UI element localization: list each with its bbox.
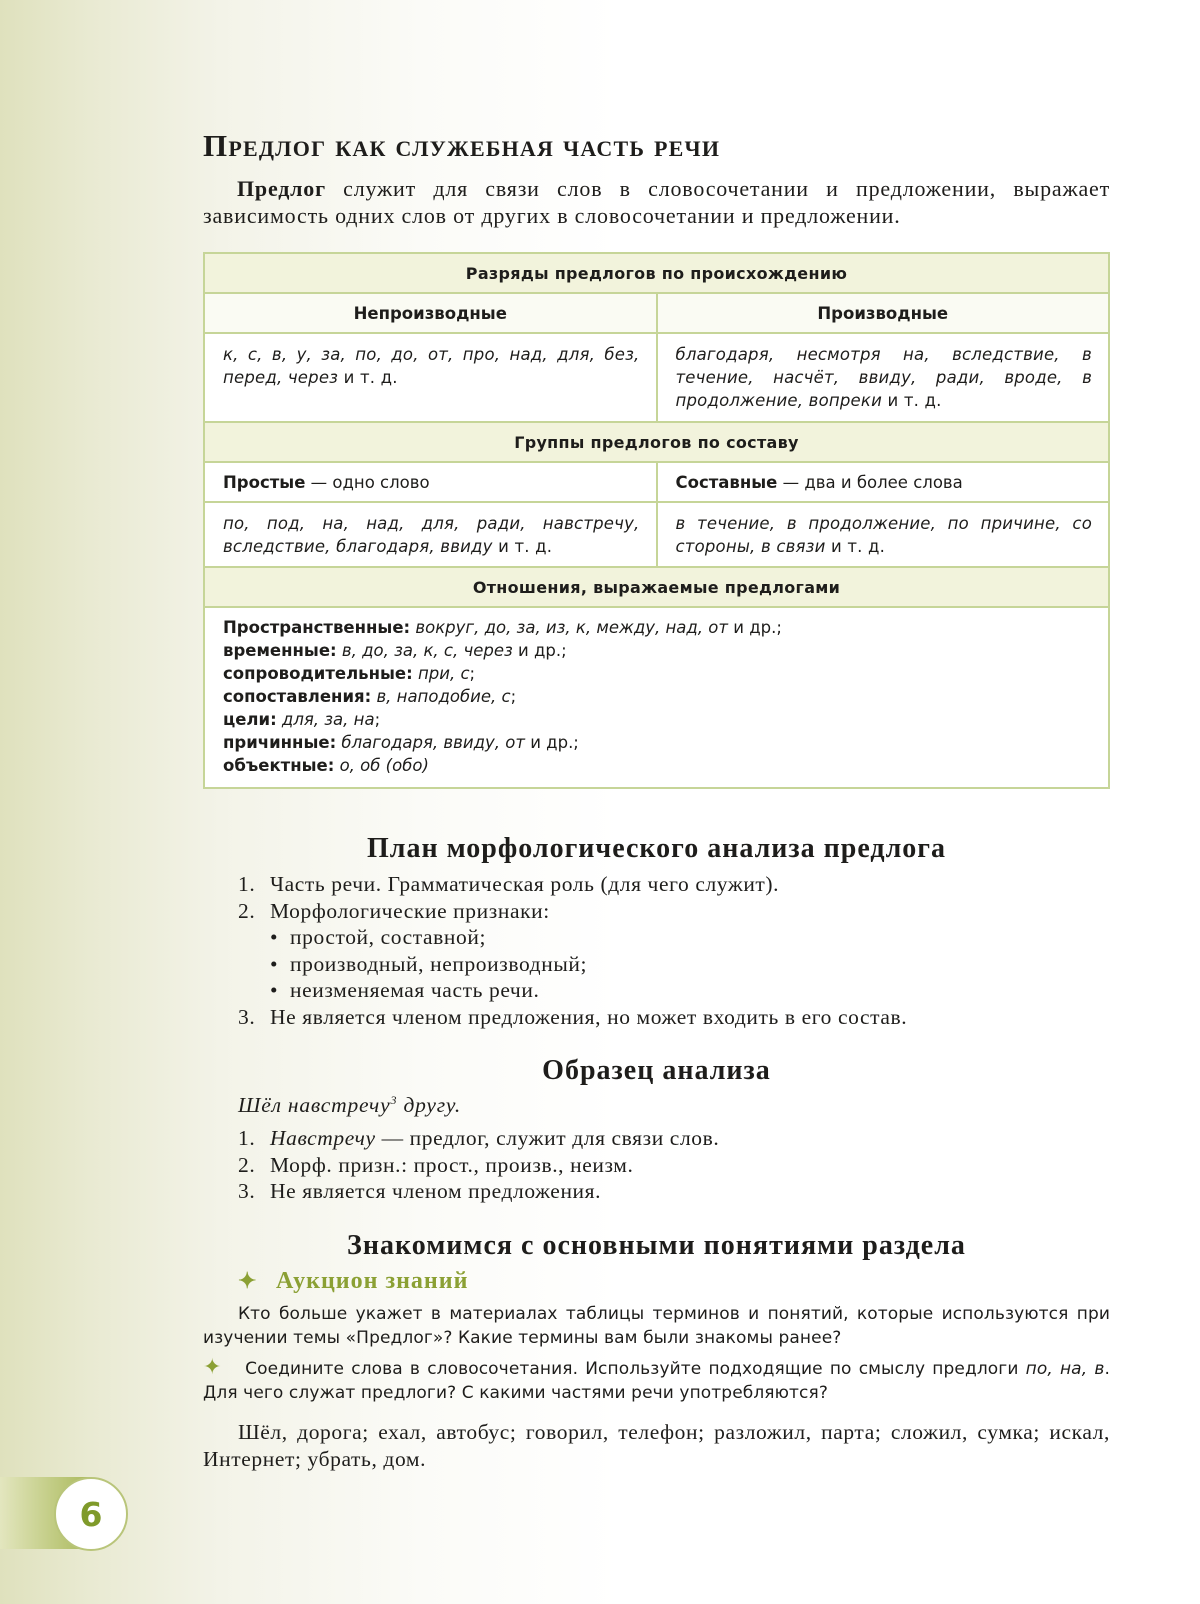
relation-examples: о, об (обо) (334, 756, 429, 775)
compound-definition (657, 462, 1110, 502)
relations-header: Отношения, выражаемые предлогами (204, 567, 1109, 607)
page-title: Предлог как служебная часть речи (203, 128, 721, 163)
plan-item (238, 871, 1118, 898)
sample-item (238, 1152, 1118, 1179)
sample-sentence (238, 1093, 461, 1118)
relation-suffix: ; (374, 710, 381, 729)
compound-suffix: и т. д. (825, 537, 886, 556)
non-derived-cell (204, 333, 657, 422)
task1-text (203, 1302, 1110, 1350)
relation-row (223, 754, 1090, 777)
derived-header: Производные (657, 293, 1110, 333)
bullet-text: производный, непроизводный; (290, 951, 588, 976)
task2-body-b: . Для чего служат предлоги? С какими частями речи употребляются? (203, 1359, 1110, 1403)
sentence-end: другу. (397, 1093, 462, 1118)
plan-heading: План морфологического анализа предлога (366, 833, 947, 864)
item-text: Не является членом предложения, но может входить в его состав. (270, 1004, 908, 1029)
task1-body: Кто больше укажет в материалах таблицы терминов и понятий, которые используются при изучении темы «Предлог»? Какие термины вам были знакомы ранее? (203, 1304, 1110, 1348)
concepts-heading: Знакомимся с основными понятиями раздела (347, 1230, 966, 1261)
relation-examples: в, до, за, к, с, через (336, 641, 513, 660)
non-derived-header: Непроизводные (204, 293, 657, 333)
item-number: 1. (238, 872, 256, 896)
derived-cell (657, 333, 1110, 422)
task1-title-row (238, 1268, 468, 1295)
task2-prepositions: по, на, в (1025, 1359, 1105, 1379)
relation-suffix: и др.; (728, 618, 782, 637)
relation-suffix: ; (469, 664, 476, 683)
compound-def-text: — два и более слова (777, 472, 963, 492)
diamond-icon: ✦ (238, 1268, 258, 1293)
sample-list (238, 1125, 1118, 1205)
diamond-icon: ✦ (203, 1355, 222, 1380)
relation-row (223, 662, 1090, 685)
non-derived-suffix: и т. д. (338, 368, 398, 387)
item-text: — предлог, служит для связи слов. (375, 1126, 720, 1150)
relation-examples: при, с (412, 664, 470, 683)
sample-item (238, 1178, 1118, 1205)
item-text: Не является членом предложения. (270, 1179, 602, 1203)
simple-suffix: и т. д. (492, 537, 553, 556)
relation-label: причинные: (223, 733, 337, 752)
bullet-text: простой, составной; (290, 925, 487, 949)
sentence-text: Шёл навстречу (238, 1093, 391, 1118)
relation-examples: благодаря, ввиду, от (336, 733, 525, 752)
item-number: 3. (238, 1004, 256, 1029)
item-text: Морфологические признаки: (270, 898, 550, 923)
plan-bullet (238, 951, 1118, 978)
relation-examples: вокруг, до, за, из, к, между, над, от (410, 618, 729, 637)
task2-body-a: Соедините слова в словосочетания. Используйте подходящие по смыслу предлоги (238, 1359, 1026, 1379)
origin-header: Разряды предлогов по происхождению (204, 253, 1109, 293)
plan-item (238, 898, 1118, 925)
relation-label: сопроводительные: (223, 664, 413, 683)
relation-label: цели: (223, 710, 277, 729)
non-derived-examples: к, с, в, у, за, по, до, от, про, над, для, без, перед, через (223, 345, 640, 387)
task2-text (203, 1356, 1110, 1405)
task1-title: Аукцион знаний (276, 1268, 469, 1294)
sample-heading: Образец анализа (542, 1055, 771, 1086)
relation-suffix: ; (510, 687, 517, 706)
item-text: Часть речи. Грамматическая роль (для чего служит). (270, 872, 780, 896)
sample-item (238, 1125, 1118, 1152)
item-number: 2. (238, 898, 256, 923)
relation-suffix: и др.; (524, 733, 579, 752)
simple-definition (204, 462, 657, 502)
relation-suffix: и др.; (512, 641, 567, 660)
item-number: 2. (238, 1152, 256, 1177)
relation-row (223, 639, 1090, 662)
composition-header: Группы предлогов по составу (204, 422, 1109, 462)
word-pairs-text: Шёл, дорога; ехал, автобус; говорил, телефон; разложил, парта; сложил, сумка; искал, Интернет; убрать, дом. (203, 1420, 1110, 1471)
simple-examples: по, под, на, над, для, ради, навстречу, вследствие, благодаря, ввиду (223, 514, 640, 556)
item-italic: Навстречу (270, 1126, 376, 1150)
relation-label: временные: (223, 641, 337, 660)
relations-cell (204, 607, 1109, 788)
page-number: 6 (54, 1477, 128, 1551)
relation-label: Пространственные: (223, 618, 411, 637)
plan-item (238, 1004, 1118, 1031)
compound-label: Составные (675, 472, 778, 492)
relation-row (223, 708, 1090, 731)
relation-row (223, 731, 1090, 754)
intro-paragraph (203, 175, 1110, 229)
relation-row (223, 616, 1090, 639)
bullet-icon: • (270, 951, 279, 976)
plan-bullet (238, 924, 1118, 951)
simple-def-text: — одно слово (305, 472, 430, 492)
bullet-icon: • (270, 925, 279, 949)
bullet-text: неизменяемая часть речи. (290, 978, 540, 1002)
item-number: 1. (238, 1126, 256, 1150)
compound-examples-cell (657, 502, 1110, 567)
bullet-icon: • (270, 978, 279, 1002)
item-text: Морф. призн.: прост., произв., неизм. (270, 1152, 634, 1177)
relation-examples: для, за, на (276, 710, 375, 729)
word-pairs (203, 1419, 1110, 1473)
plan-list (238, 871, 1118, 1030)
prepositions-table (203, 252, 1110, 789)
relation-row (223, 685, 1090, 708)
sentence-superscript: 3 (390, 1093, 398, 1107)
intro-term: Предлог (237, 176, 326, 201)
intro-text: служит для связи слов в словосочетании и предложении, выражает зависимость одних слов от других в словосочетании и предложении. (203, 176, 1110, 228)
relation-examples: в, наподобие, с (371, 687, 511, 706)
item-number: 3. (238, 1179, 256, 1203)
relation-label: сопоставления: (223, 687, 372, 706)
derived-examples: благодаря, несмотря на, вследствие, в течение, насчёт, ввиду, ради, вроде, в продолжение, вопреки (675, 345, 1092, 410)
simple-label: Простые (223, 472, 306, 492)
compound-examples: в течение, в продолжение, по причине, со стороны, в связи (675, 514, 1092, 556)
relation-label: объектные: (223, 756, 335, 775)
simple-examples-cell (204, 502, 657, 567)
derived-suffix: и т. д. (882, 391, 942, 410)
plan-bullet (238, 977, 1118, 1004)
